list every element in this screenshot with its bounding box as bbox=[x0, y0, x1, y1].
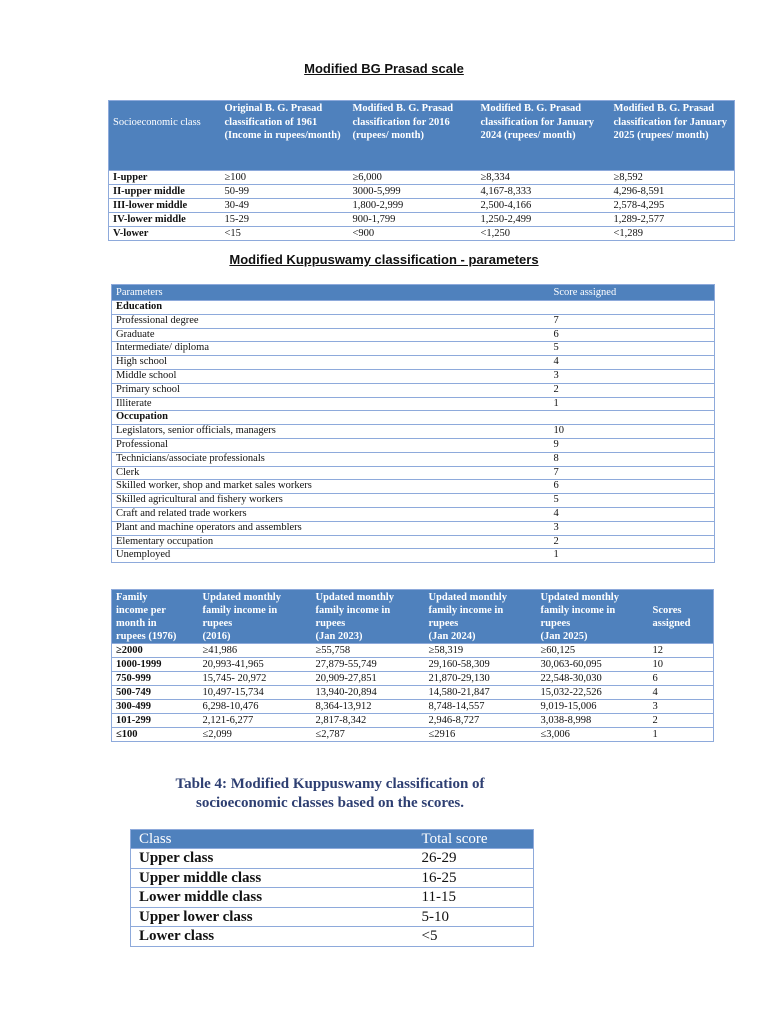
socioeconomic-class-table bbox=[130, 829, 534, 947]
table-row bbox=[112, 480, 715, 494]
table-cell: 3 bbox=[550, 369, 715, 383]
table-cell: Plant and machine operators and assemblers bbox=[112, 521, 550, 535]
table-cell: 8,748-14,557 bbox=[425, 700, 537, 714]
table-cell: 4 bbox=[649, 686, 714, 700]
table-cell: 2,946-8,727 bbox=[425, 714, 537, 728]
column-header: Score assigned bbox=[553, 287, 617, 298]
table-cell: 15,745- 20,972 bbox=[199, 672, 312, 686]
table-cell: 1,800-2,999 bbox=[349, 199, 477, 213]
table-cell: 3 bbox=[550, 521, 715, 535]
table-cell: 27,879-55,749 bbox=[312, 658, 425, 672]
column-header: Updated monthly family income in rupees (Jan 2025) bbox=[540, 592, 619, 642]
table-cell: 1,289-2,577 bbox=[610, 213, 735, 227]
table-header-row bbox=[131, 830, 534, 849]
table-row bbox=[112, 700, 714, 714]
table-cell: 1000-1999 bbox=[112, 658, 199, 672]
table-row bbox=[131, 888, 534, 908]
table-cell: 12 bbox=[649, 644, 714, 658]
table-cell: 7 bbox=[550, 466, 715, 480]
column-header: Socioeconomic class bbox=[113, 117, 201, 128]
table-cell: 5-10 bbox=[414, 907, 534, 927]
table-row bbox=[112, 672, 714, 686]
table-cell: Upper class bbox=[131, 849, 414, 869]
table-cell: <1,289 bbox=[610, 227, 735, 241]
table-cell: 2,578-4,295 bbox=[610, 199, 735, 213]
table-header-row bbox=[112, 285, 715, 301]
table-row bbox=[112, 507, 715, 521]
family-income-table bbox=[111, 589, 714, 742]
table-row bbox=[112, 328, 715, 342]
table-cell: ≤2,099 bbox=[199, 728, 312, 742]
table-cell: 7 bbox=[550, 314, 715, 328]
table-cell: 2 bbox=[649, 714, 714, 728]
table-row bbox=[109, 213, 735, 227]
table-cell: 8 bbox=[550, 452, 715, 466]
table-cell: 10 bbox=[550, 425, 715, 439]
table-cell: 10 bbox=[649, 658, 714, 672]
table-row bbox=[112, 728, 714, 742]
table-cell: Skilled worker, shop and market sales workers bbox=[112, 480, 550, 494]
table-cell: ≤2,787 bbox=[312, 728, 425, 742]
table-cell: II-upper middle bbox=[109, 185, 221, 199]
table-row bbox=[112, 314, 715, 328]
table-cell: 30,063-60,095 bbox=[537, 658, 649, 672]
table-cell: Legislators, senior officials, managers bbox=[112, 425, 550, 439]
table-cell: ≥6,000 bbox=[349, 171, 477, 185]
table-cell: Elementary occupation bbox=[112, 535, 550, 549]
table-cell: ≥8,334 bbox=[477, 171, 610, 185]
table-cell: ≥2000 bbox=[112, 644, 199, 658]
table-cell: 30-49 bbox=[221, 199, 349, 213]
table-row bbox=[112, 466, 715, 480]
table-cell: 1,250-2,499 bbox=[477, 213, 610, 227]
table-cell: 5 bbox=[550, 494, 715, 508]
column-header: Updated monthly family income in rupees (Jan 2023) bbox=[315, 592, 394, 642]
table-cell: 14,580-21,847 bbox=[425, 686, 537, 700]
table-cell: 101-299 bbox=[112, 714, 199, 728]
table-row bbox=[131, 907, 534, 927]
column-header: Original B. G. Prasad classification of 1961 (Income in rupees/month) bbox=[224, 103, 341, 141]
table-cell: 15-29 bbox=[221, 213, 349, 227]
table-cell: 1 bbox=[550, 549, 715, 563]
table-cell: <5 bbox=[414, 927, 534, 947]
table-cell: 21,870-29,130 bbox=[425, 672, 537, 686]
table-cell: 26-29 bbox=[414, 849, 534, 869]
table-cell: <900 bbox=[349, 227, 477, 241]
table-cell: 4,296-8,591 bbox=[610, 185, 735, 199]
table-row bbox=[112, 494, 715, 508]
table-row bbox=[112, 535, 715, 549]
table-row bbox=[112, 521, 715, 535]
table-header-row bbox=[109, 101, 735, 171]
table-cell: 3 bbox=[649, 700, 714, 714]
table-row bbox=[112, 425, 715, 439]
table-cell: ≤2916 bbox=[425, 728, 537, 742]
table-cell: Clerk bbox=[112, 466, 550, 480]
table-cell: 16-25 bbox=[414, 868, 534, 888]
table-cell: ≥60,125 bbox=[537, 644, 649, 658]
table-cell: 2 bbox=[550, 535, 715, 549]
table-cell: Illiterate bbox=[112, 397, 550, 411]
table-cell: Primary school bbox=[112, 383, 550, 397]
kuppuswamy-parameters-title: Modified Kuppuswamy classification - parameters bbox=[229, 252, 539, 267]
table-cell: 29,160-58,309 bbox=[425, 658, 537, 672]
table-cell: Intermediate/ diploma bbox=[112, 342, 550, 356]
table-header-row bbox=[112, 590, 714, 644]
table4-caption bbox=[0, 775, 660, 813]
table-row bbox=[131, 868, 534, 888]
table-cell: 750-999 bbox=[112, 672, 199, 686]
table-cell: Professional bbox=[112, 438, 550, 452]
column-header: Modified B. G. Prasad classification for January 2024 (rupees/ month) bbox=[480, 103, 595, 141]
table-cell: 22,548-30,030 bbox=[537, 672, 649, 686]
table-row bbox=[109, 199, 735, 213]
table-row bbox=[112, 411, 715, 425]
table-row bbox=[112, 356, 715, 370]
table-row bbox=[112, 383, 715, 397]
table-cell: Lower middle class bbox=[131, 888, 414, 908]
table-row bbox=[112, 301, 715, 315]
table-row bbox=[109, 171, 735, 185]
column-header: Updated monthly family income in rupees (2016) bbox=[202, 592, 281, 642]
table-cell: 2 bbox=[550, 383, 715, 397]
column-header: Modified B. G. Prasad classification for 2016 (rupees/ month) bbox=[352, 103, 454, 141]
column-header: Updated monthly family income in rupees (Jan 2024) bbox=[428, 592, 507, 642]
column-header: Scores assigned bbox=[652, 605, 691, 629]
table-row bbox=[112, 342, 715, 356]
table-cell: 20,993-41,965 bbox=[199, 658, 312, 672]
table-row bbox=[112, 452, 715, 466]
table-cell: ≥55,758 bbox=[312, 644, 425, 658]
table-cell bbox=[550, 301, 715, 315]
table-cell: 3000-5,999 bbox=[349, 185, 477, 199]
table-cell: Occupation bbox=[112, 411, 550, 425]
table-cell: Professional degree bbox=[112, 314, 550, 328]
prasad-scale-table bbox=[108, 100, 735, 241]
table-cell: Skilled agricultural and fishery workers bbox=[112, 494, 550, 508]
table-cell: 2,121-6,277 bbox=[199, 714, 312, 728]
column-header: Total score bbox=[421, 831, 488, 847]
table-cell: <15 bbox=[221, 227, 349, 241]
table-cell: Graduate bbox=[112, 328, 550, 342]
table-cell: ≥8,592 bbox=[610, 171, 735, 185]
caption-line: Table 4: Modified Kuppuswamy classification of bbox=[175, 776, 485, 792]
table-row bbox=[131, 927, 534, 947]
table-cell: Technicians/associate professionals bbox=[112, 452, 550, 466]
table-cell: 900-1,799 bbox=[349, 213, 477, 227]
table-cell: ≤3,006 bbox=[537, 728, 649, 742]
table-cell: 15,032-22,526 bbox=[537, 686, 649, 700]
table-cell: Education bbox=[112, 301, 550, 315]
caption-line: socioeconomic classes based on the scores. bbox=[195, 795, 465, 811]
table-cell: <1,250 bbox=[477, 227, 610, 241]
table-row bbox=[112, 369, 715, 383]
prasad-scale-title: Modified BG Prasad scale bbox=[304, 61, 464, 76]
table-cell: 1 bbox=[649, 728, 714, 742]
table-cell: 9,019-15,006 bbox=[537, 700, 649, 714]
table-cell: IV-lower middle bbox=[109, 213, 221, 227]
table-cell: 5 bbox=[550, 342, 715, 356]
table-cell: 6 bbox=[550, 328, 715, 342]
column-header: Family income per month in rupees (1976) bbox=[116, 592, 177, 642]
table-cell: 8,364-13,912 bbox=[312, 700, 425, 714]
table-cell: High school bbox=[112, 356, 550, 370]
table-cell: 9 bbox=[550, 438, 715, 452]
column-header: Class bbox=[139, 831, 172, 847]
table-cell: ≥41,986 bbox=[199, 644, 312, 658]
table-cell: III-lower middle bbox=[109, 199, 221, 213]
table-cell: 6 bbox=[649, 672, 714, 686]
table-cell: Upper middle class bbox=[131, 868, 414, 888]
table-cell: 10,497-15,734 bbox=[199, 686, 312, 700]
table-cell: 11-15 bbox=[414, 888, 534, 908]
table-row bbox=[112, 658, 714, 672]
table-cell: 500-749 bbox=[112, 686, 199, 700]
table-cell: Craft and related trade workers bbox=[112, 507, 550, 521]
table-cell: ≤100 bbox=[112, 728, 199, 742]
table-row bbox=[109, 185, 735, 199]
column-header: Modified B. G. Prasad classification for January 2025 (rupees/ month) bbox=[613, 103, 728, 141]
table-cell: 4,167-8,333 bbox=[477, 185, 610, 199]
table-row bbox=[112, 549, 715, 563]
table-row bbox=[112, 686, 714, 700]
table-cell: ≥58,319 bbox=[425, 644, 537, 658]
table-cell bbox=[550, 411, 715, 425]
table-cell: ≥100 bbox=[221, 171, 349, 185]
table-cell: 300-499 bbox=[112, 700, 199, 714]
table-cell: 1 bbox=[550, 397, 715, 411]
table-cell: Unemployed bbox=[112, 549, 550, 563]
table-cell: 50-99 bbox=[221, 185, 349, 199]
table-cell: 2,500-4,166 bbox=[477, 199, 610, 213]
table-cell: I-upper bbox=[109, 171, 221, 185]
table-cell: 13,940-20,894 bbox=[312, 686, 425, 700]
table-cell: Upper lower class bbox=[131, 907, 414, 927]
table-cell: 6,298-10,476 bbox=[199, 700, 312, 714]
table-row bbox=[109, 227, 735, 241]
table-cell: 3,038-8,998 bbox=[537, 714, 649, 728]
table-cell: 4 bbox=[550, 507, 715, 521]
column-header: Parameters bbox=[116, 287, 163, 298]
table-row bbox=[112, 438, 715, 452]
table-cell: 20,909-27,851 bbox=[312, 672, 425, 686]
table-cell: Lower class bbox=[131, 927, 414, 947]
table-cell: 2,817-8,342 bbox=[312, 714, 425, 728]
table-cell: V-lower bbox=[109, 227, 221, 241]
table-row bbox=[112, 644, 714, 658]
table-row bbox=[112, 714, 714, 728]
table-row bbox=[131, 849, 534, 869]
table-row bbox=[112, 397, 715, 411]
table-cell: 4 bbox=[550, 356, 715, 370]
kuppuswamy-parameters-table bbox=[111, 284, 715, 563]
table-cell: Middle school bbox=[112, 369, 550, 383]
table-cell: 6 bbox=[550, 480, 715, 494]
